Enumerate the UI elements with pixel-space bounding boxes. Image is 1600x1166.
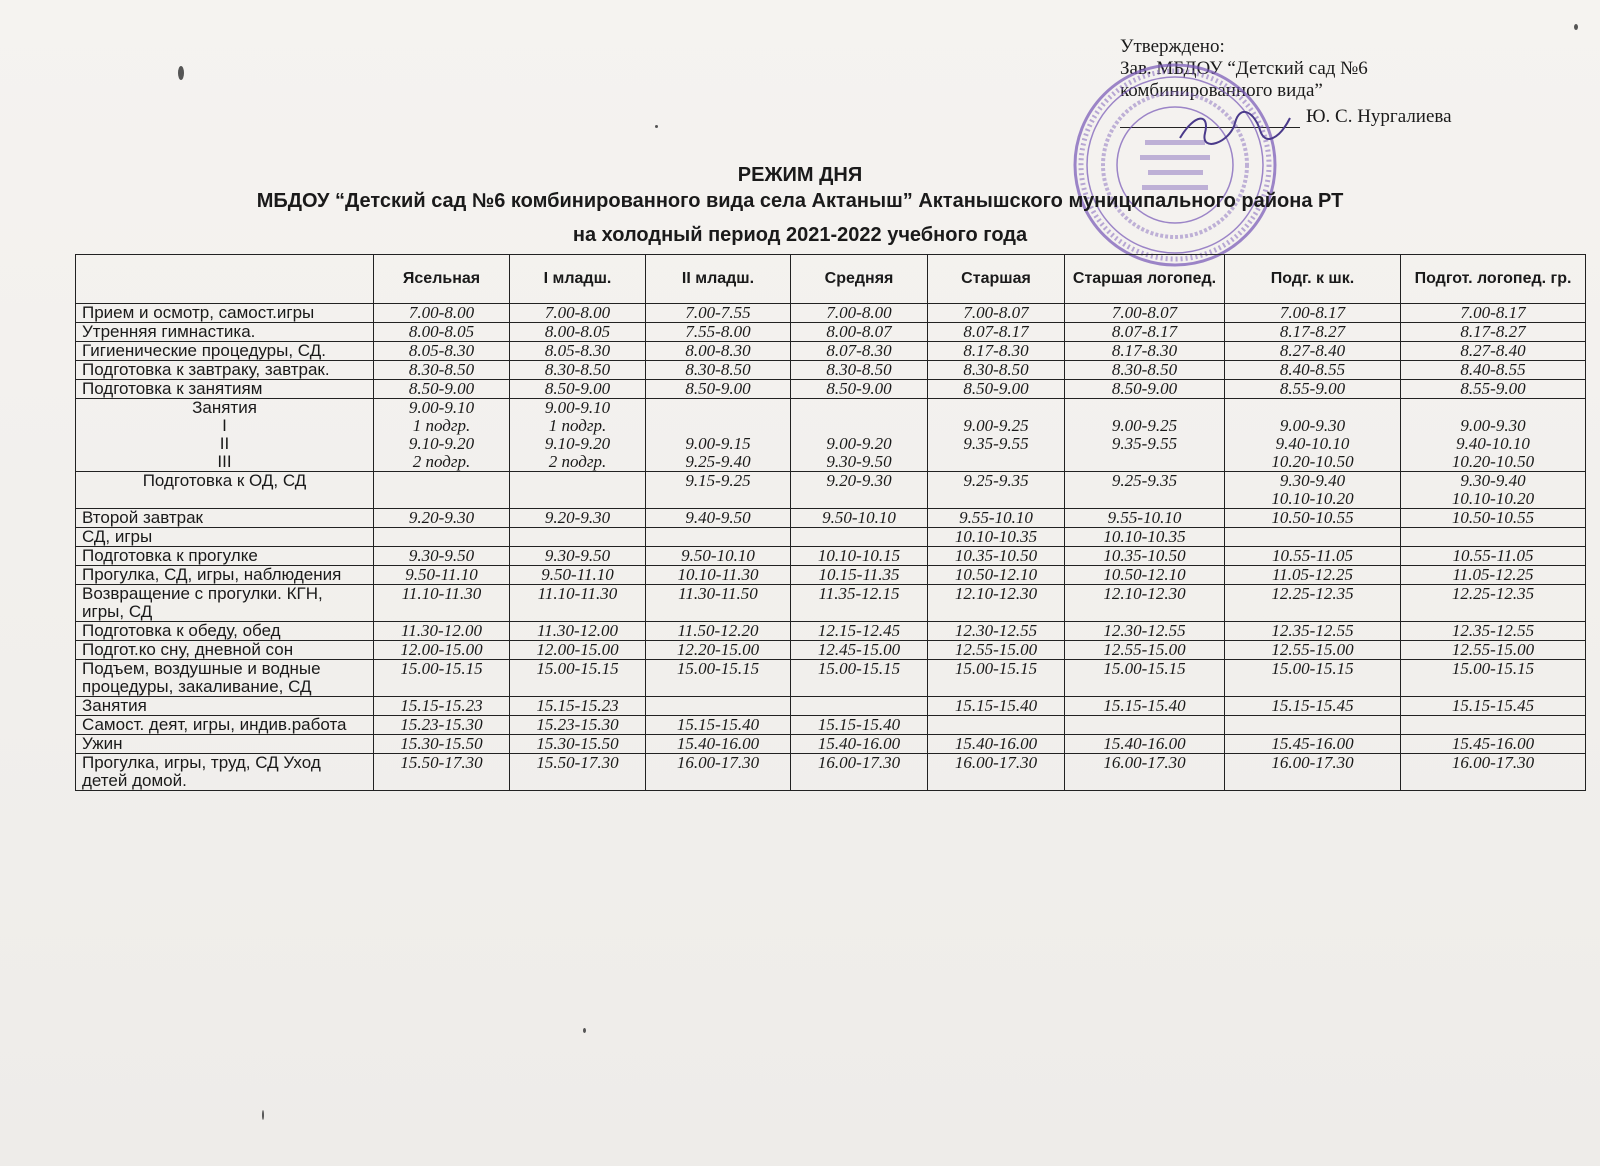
time-cell: 10.10-10.35 (1065, 528, 1225, 547)
time-cell (510, 528, 646, 547)
cell-line: 9.00-9.10 (544, 398, 611, 417)
time-cell: 10.10-10.15 (791, 547, 928, 566)
time-cell: 12.30-12.55 (928, 622, 1065, 641)
time-cell: 16.00-17.30 (646, 754, 791, 791)
time-cell: 7.00-8.00 (791, 304, 928, 323)
time-cell: 9.25-9.35 (928, 472, 1065, 509)
time-cell (791, 697, 928, 716)
table-row (76, 342, 1586, 361)
time-cell: 15.45-16.00 (1225, 735, 1401, 754)
time-cell: 10.50-12.10 (928, 566, 1065, 585)
time-cell: 12.55-15.00 (1401, 641, 1586, 660)
time-cell: 16.00-17.30 (1065, 754, 1225, 791)
column-header: Ясельная (374, 255, 510, 304)
time-cell: 11.50-12.20 (646, 622, 791, 641)
table-row (76, 472, 1586, 509)
time-cell: 8.27-8.40 (1225, 342, 1401, 361)
time-cell: 15.00-15.15 (374, 660, 510, 697)
row-label: Подготовка к обеду, обед (76, 622, 374, 641)
time-cell: 9.20-9.30 (791, 472, 928, 509)
column-header (76, 255, 374, 304)
time-cell: 7.00-8.00 (374, 304, 510, 323)
time-cell: 12.45-15.00 (791, 641, 928, 660)
time-cell: 8.50-9.00 (1065, 380, 1225, 399)
time-cell: 15.30-15.50 (374, 735, 510, 754)
time-cell: 7.00-8.00 (510, 304, 646, 323)
time-cell: 10.35-10.50 (928, 547, 1065, 566)
time-cell: 16.00-17.30 (1401, 754, 1586, 791)
table-row (76, 380, 1586, 399)
time-cell: 8.55-9.00 (1401, 380, 1586, 399)
cell-line: 9.00-9.30 (1279, 416, 1346, 435)
row-label: Утренняя гимнастика. (76, 323, 374, 342)
cell-line (797, 399, 921, 417)
table-row (76, 641, 1586, 660)
time-cell (928, 399, 1065, 472)
time-cell: 9.50-11.10 (374, 566, 510, 585)
table-row (76, 323, 1586, 342)
time-cell: 9.50-11.10 (510, 566, 646, 585)
row-label (76, 399, 374, 472)
column-header: Подгот. логопед. гр. (1401, 255, 1586, 304)
time-cell: 9.20-9.30 (510, 509, 646, 528)
cell-line: 9.00-9.10 (408, 398, 475, 417)
approval-position-line1: Зав. МБДОУ “Детский сад №6 (1120, 58, 1368, 79)
time-cell: 15.40-16.00 (791, 735, 928, 754)
cell-line: 10.10-10.20 (1271, 489, 1354, 508)
cell-line: 9.30-9.50 (826, 452, 892, 471)
time-cell: 8.17-8.27 (1225, 323, 1401, 342)
time-cell: 8.50-9.00 (374, 380, 510, 399)
row-label: Ужин (76, 735, 374, 754)
time-cell: 9.50-10.10 (646, 547, 791, 566)
time-cell (1225, 528, 1401, 547)
time-cell: 15.15-15.40 (646, 716, 791, 735)
column-header: I младш. (510, 255, 646, 304)
time-cell: 15.40-16.00 (928, 735, 1065, 754)
table-row (76, 716, 1586, 735)
time-cell: 8.30-8.50 (1065, 361, 1225, 380)
time-cell (1225, 716, 1401, 735)
time-cell: 9.55-10.10 (1065, 509, 1225, 528)
time-cell: 12.55-15.00 (928, 641, 1065, 660)
time-cell: 16.00-17.30 (791, 754, 928, 791)
time-cell: 8.17-8.27 (1401, 323, 1586, 342)
cell-line: 9.30-9.40 (1460, 471, 1526, 490)
time-cell: 12.25-12.35 (1225, 585, 1401, 622)
row-label: СД, игры (76, 528, 374, 547)
table-header-row (76, 255, 1586, 304)
cell-line: 1 подгр. (412, 416, 471, 435)
time-cell (791, 528, 928, 547)
speck (1574, 24, 1578, 30)
cell-line: 2 подгр. (412, 452, 471, 471)
time-cell: 8.05-8.30 (374, 342, 510, 361)
time-cell: 15.23-15.30 (374, 716, 510, 735)
row-label: Подъем, воздушные и водные процедуры, закаливание, СД (76, 660, 374, 697)
time-cell: 10.10-10.35 (928, 528, 1065, 547)
time-cell: 11.05-12.25 (1401, 566, 1586, 585)
time-cell: 11.30-11.50 (646, 585, 791, 622)
time-cell: 9.20-9.30 (374, 509, 510, 528)
time-cell: 8.00-8.05 (374, 323, 510, 342)
cell-line: 9.10-9.20 (544, 434, 611, 453)
row-label: Гигиенические процедуры, СД. (76, 342, 374, 361)
row-label: Подготовка к завтраку, завтрак. (76, 361, 374, 380)
cell-line: II (219, 434, 230, 453)
approval-position-line2: комбинированного вида” (1120, 80, 1323, 101)
time-cell: 9.55-10.10 (928, 509, 1065, 528)
time-cell: 16.00-17.30 (928, 754, 1065, 791)
time-cell: 11.30-12.00 (510, 622, 646, 641)
table-row (76, 585, 1586, 622)
time-cell: 15.23-15.30 (510, 716, 646, 735)
time-cell (374, 472, 510, 509)
signature-row (1120, 106, 1560, 128)
cell-line: 9.25-9.40 (685, 452, 751, 471)
cell-line: 9.00-9.15 (685, 434, 751, 453)
time-cell: 8.07-8.30 (791, 342, 928, 361)
column-header: Средняя (791, 255, 928, 304)
time-cell: 8.40-8.55 (1401, 361, 1586, 380)
time-cell: 12.25-12.35 (1401, 585, 1586, 622)
signature-line (1120, 109, 1300, 128)
table-row (76, 528, 1586, 547)
speck (583, 1028, 586, 1033)
cell-line: 10.20-10.50 (1271, 452, 1354, 471)
time-cell: 8.40-8.55 (1225, 361, 1401, 380)
time-cell: 10.55-11.05 (1401, 547, 1586, 566)
cell-line: 10.20-10.50 (1451, 452, 1535, 471)
page-title: РЕЖИМ ДНЯ (737, 164, 863, 186)
page-subtitle: МБДОУ “Детский сад №6 комбинированного вида села Актаныш” Актанышского муниципального района РТ (256, 190, 1344, 212)
time-cell: 11.30-12.00 (374, 622, 510, 641)
time-cell: 8.00-8.07 (791, 323, 928, 342)
time-cell: 8.30-8.50 (791, 361, 928, 380)
time-cell: 9.40-9.50 (646, 509, 791, 528)
cell-line: III (217, 452, 232, 471)
time-cell: 8.07-8.17 (928, 323, 1065, 342)
time-cell: 15.00-15.15 (646, 660, 791, 697)
time-cell: 9.30-9.50 (374, 547, 510, 566)
time-cell: 15.15-15.40 (791, 716, 928, 735)
time-cell: 8.50-9.00 (510, 380, 646, 399)
time-cell: 12.10-12.30 (1065, 585, 1225, 622)
row-label: Прогулка, СД, игры, наблюдения (76, 566, 374, 585)
cell-line: 1 подгр. (548, 416, 607, 435)
time-cell: 15.15-15.45 (1225, 697, 1401, 716)
time-cell (1401, 716, 1586, 735)
row-label: Занятия (76, 697, 374, 716)
cell-line: 9.40-10.10 (1456, 434, 1530, 453)
time-cell (1401, 399, 1586, 472)
schedule-table (75, 254, 1586, 791)
cell-line (652, 417, 784, 435)
time-cell: 10.15-11.35 (791, 566, 928, 585)
time-cell: 8.30-8.50 (510, 361, 646, 380)
time-cell: 12.30-12.55 (1065, 622, 1225, 641)
row-label: Возвращение с прогулки. КГН, игры, СД (76, 585, 374, 622)
table-row (76, 361, 1586, 380)
time-cell: 7.00-8.17 (1225, 304, 1401, 323)
time-cell (1225, 399, 1401, 472)
time-cell: 8.30-8.50 (374, 361, 510, 380)
time-cell: 8.30-8.50 (646, 361, 791, 380)
time-cell (646, 528, 791, 547)
table-row (76, 697, 1586, 716)
time-cell: 10.50-10.55 (1225, 509, 1401, 528)
time-cell: 9.30-9.50 (510, 547, 646, 566)
time-cell (646, 399, 791, 472)
row-label: Подготовка к ОД, СД (76, 472, 374, 509)
time-cell: 9.25-9.35 (1065, 472, 1225, 509)
time-cell: 9.50-10.10 (791, 509, 928, 528)
time-cell: 15.15-15.23 (374, 697, 510, 716)
cell-line: 9.00-9.25 (963, 416, 1029, 435)
time-cell: 15.40-16.00 (646, 735, 791, 754)
time-cell: 12.15-12.45 (791, 622, 928, 641)
time-cell: 12.35-12.55 (1401, 622, 1586, 641)
page-period: на холодный период 2021-2022 учебного года (572, 224, 1028, 246)
time-cell (1065, 716, 1225, 735)
row-label: Подготовка к прогулке (76, 547, 374, 566)
time-cell: 11.35-12.15 (791, 585, 928, 622)
time-cell (510, 399, 646, 472)
time-cell: 15.40-16.00 (1065, 735, 1225, 754)
row-label: Прием и осмотр, самост.игры (76, 304, 374, 323)
time-cell: 10.50-12.10 (1065, 566, 1225, 585)
cell-line: 10.10-10.20 (1451, 489, 1535, 508)
time-cell: 10.10-11.30 (646, 566, 791, 585)
time-cell: 15.50-17.30 (374, 754, 510, 791)
cell-line: 9.00-9.30 (1460, 416, 1526, 435)
signer-name: Ю. С. Нургалиева (1306, 106, 1452, 127)
time-cell: 12.00-15.00 (374, 641, 510, 660)
time-cell: 8.07-8.17 (1065, 323, 1225, 342)
cell-line (1407, 399, 1579, 417)
column-header: II младш. (646, 255, 791, 304)
time-cell (1401, 472, 1586, 509)
time-cell (1401, 528, 1586, 547)
table-row (76, 399, 1586, 472)
time-cell: 8.50-9.00 (646, 380, 791, 399)
time-cell: 8.00-8.30 (646, 342, 791, 361)
table-row (76, 566, 1586, 585)
time-cell: 7.00-8.17 (1401, 304, 1586, 323)
time-cell: 7.00-7.55 (646, 304, 791, 323)
time-cell: 15.30-15.50 (510, 735, 646, 754)
time-cell: 15.00-15.15 (1401, 660, 1586, 697)
time-cell (928, 716, 1065, 735)
cell-line: 9.40-10.10 (1275, 434, 1350, 453)
time-cell: 16.00-17.30 (1225, 754, 1401, 791)
cell-line: 9.00-9.20 (826, 434, 892, 453)
cell-line (1071, 399, 1218, 417)
time-cell: 11.10-11.30 (374, 585, 510, 622)
time-cell (646, 697, 791, 716)
time-cell: 8.00-8.05 (510, 323, 646, 342)
cell-line: 9.30-9.40 (1279, 471, 1346, 490)
row-label: Подгот.ко сну, дневной сон (76, 641, 374, 660)
time-cell: 8.50-9.00 (928, 380, 1065, 399)
time-cell: 7.00-8.07 (1065, 304, 1225, 323)
time-cell: 15.00-15.15 (510, 660, 646, 697)
column-header: Старшая логопед. (1065, 255, 1225, 304)
time-cell: 10.35-10.50 (1065, 547, 1225, 566)
time-cell: 15.15-15.23 (510, 697, 646, 716)
cell-line (1231, 399, 1394, 417)
cell-line: 9.10-9.20 (408, 434, 475, 453)
time-cell: 8.55-9.00 (1225, 380, 1401, 399)
speck (655, 125, 658, 128)
table-row (76, 509, 1586, 528)
time-cell: 15.45-16.00 (1401, 735, 1586, 754)
approval-heading: Утверждено: (1120, 36, 1225, 57)
time-cell: 15.15-15.45 (1401, 697, 1586, 716)
time-cell (1065, 399, 1225, 472)
cell-line: 9.35-9.55 (963, 434, 1029, 453)
column-header: Старшая (928, 255, 1065, 304)
column-header: Подг. к шк. (1225, 255, 1401, 304)
time-cell (1225, 472, 1401, 509)
time-cell: 12.00-15.00 (510, 641, 646, 660)
time-cell: 8.50-9.00 (791, 380, 928, 399)
cell-line (934, 399, 1058, 417)
time-cell: 15.00-15.15 (791, 660, 928, 697)
time-cell: 11.05-12.25 (1225, 566, 1401, 585)
time-cell (374, 528, 510, 547)
time-cell: 15.15-15.40 (928, 697, 1065, 716)
time-cell (374, 399, 510, 472)
time-cell: 7.55-8.00 (646, 323, 791, 342)
time-cell: 12.35-12.55 (1225, 622, 1401, 641)
table-row (76, 735, 1586, 754)
time-cell: 7.00-8.07 (928, 304, 1065, 323)
row-label: Прогулка, игры, труд, СД Уход детей домой. (76, 754, 374, 791)
row-label: Второй завтрак (76, 509, 374, 528)
time-cell: 8.17-8.30 (928, 342, 1065, 361)
time-cell: 10.50-10.55 (1401, 509, 1586, 528)
time-cell: 15.00-15.15 (1065, 660, 1225, 697)
cell-line: 9.00-9.25 (1111, 416, 1178, 435)
table-row (76, 547, 1586, 566)
table-row (76, 304, 1586, 323)
time-cell: 12.55-15.00 (1065, 641, 1225, 660)
time-cell: 11.10-11.30 (510, 585, 646, 622)
time-cell: 15.00-15.15 (928, 660, 1065, 697)
time-cell: 8.30-8.50 (928, 361, 1065, 380)
speck (178, 66, 184, 80)
time-cell: 12.20-15.00 (646, 641, 791, 660)
table-row (76, 622, 1586, 641)
time-cell: 15.15-15.40 (1065, 697, 1225, 716)
cell-line: Занятия (192, 398, 257, 417)
time-cell: 15.00-15.15 (1225, 660, 1401, 697)
cell-line: 2 подгр. (548, 452, 607, 471)
time-cell: 8.17-8.30 (1065, 342, 1225, 361)
table-row (76, 754, 1586, 791)
time-cell (510, 472, 646, 509)
time-cell: 12.55-15.00 (1225, 641, 1401, 660)
time-cell: 9.15-9.25 (646, 472, 791, 509)
time-cell: 10.55-11.05 (1225, 547, 1401, 566)
approval-block (1120, 36, 1560, 128)
time-cell (791, 399, 928, 472)
speck (262, 1110, 264, 1120)
row-label: Самост. деят, игры, индив.работа (76, 716, 374, 735)
time-cell: 8.05-8.30 (510, 342, 646, 361)
time-cell: 15.50-17.30 (510, 754, 646, 791)
row-label: Подготовка к занятиям (76, 380, 374, 399)
cell-line (652, 399, 784, 417)
time-cell: 12.10-12.30 (928, 585, 1065, 622)
cell-line: 9.35-9.55 (1111, 434, 1178, 453)
time-cell: 8.27-8.40 (1401, 342, 1586, 361)
table-row (76, 660, 1586, 697)
cell-line (797, 417, 921, 435)
cell-line: I (222, 416, 227, 435)
